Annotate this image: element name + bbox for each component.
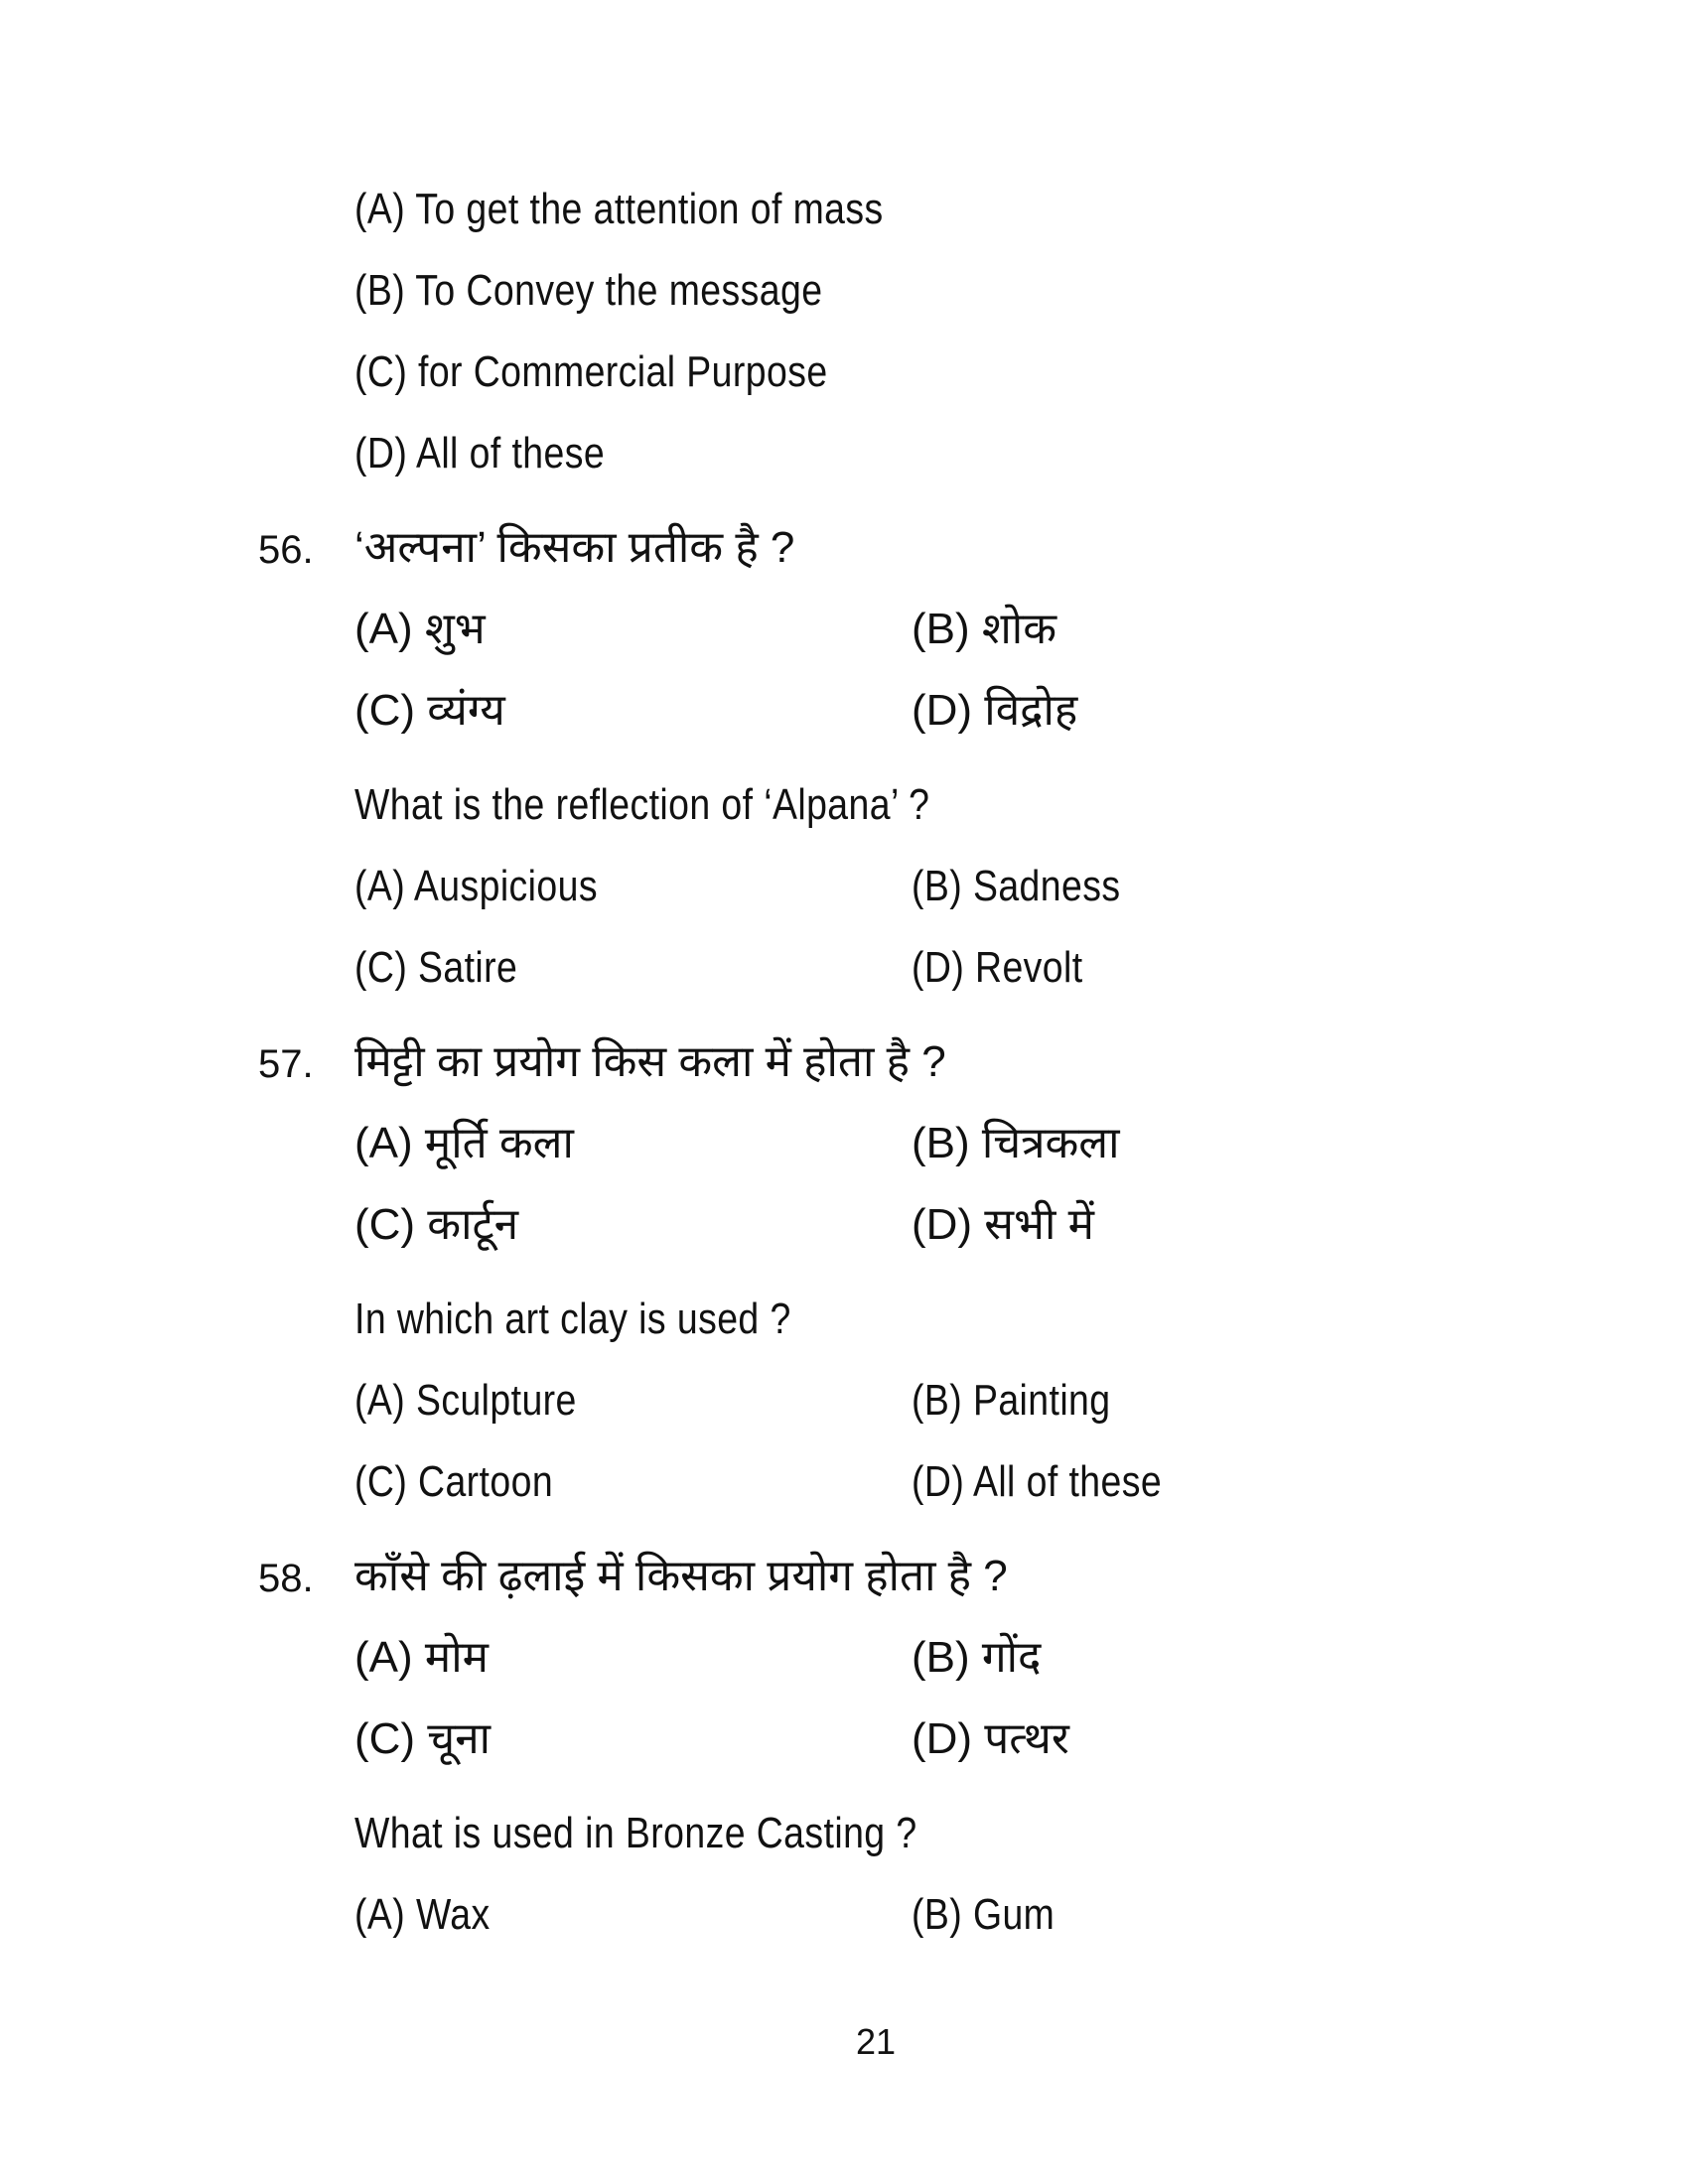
prev-question-option-b: (B) To Convey the message bbox=[354, 266, 823, 315]
prev-question-option-c: (C) for Commercial Purpose bbox=[354, 347, 828, 396]
question-57-text-hindi: मिट्टी का प्रयोग किस कला में होता है ? bbox=[354, 1037, 946, 1086]
question-58-option-a-english: (A) Wax bbox=[354, 1890, 491, 1939]
prev-question-option-d: (D) All of these bbox=[354, 429, 606, 478]
question-56-number: 56. bbox=[258, 528, 314, 572]
question-56-option-d-english: (D) Revolt bbox=[912, 943, 1083, 992]
question-58-option-a-hindi: (A) मोम bbox=[354, 1633, 489, 1682]
question-56-option-b-hindi: (B) शोक bbox=[912, 605, 1056, 653]
question-58-text-hindi: काँसे की ढ़लाई में किसका प्रयोग होता है ? bbox=[354, 1552, 1008, 1600]
question-58-text-english: What is used in Bronze Casting ? bbox=[354, 1809, 917, 1857]
question-57-option-a-hindi: (A) मूर्ति कला bbox=[354, 1119, 574, 1167]
question-57-option-b-hindi: (B) चित्रकला bbox=[912, 1119, 1120, 1167]
question-56-option-a-hindi: (A) शुभ bbox=[354, 605, 486, 653]
question-56-option-a-english: (A) Auspicious bbox=[354, 862, 598, 910]
question-57-option-c-hindi: (C) कार्टून bbox=[354, 1200, 519, 1249]
question-58-option-b-hindi: (B) गोंद bbox=[912, 1633, 1042, 1682]
question-56-text-english: What is the reflection of ‘Alpana’ ? bbox=[354, 780, 930, 829]
question-58-option-d-hindi: (D) पत्थर bbox=[912, 1714, 1069, 1763]
question-56-text-hindi: ‘अल्पना’ किसका प्रतीक है ? bbox=[354, 523, 795, 572]
question-57-number: 57. bbox=[258, 1042, 314, 1086]
question-58-option-c-hindi: (C) चूना bbox=[354, 1714, 492, 1763]
question-56-option-c-english: (C) Satire bbox=[354, 943, 518, 992]
question-58-number: 58. bbox=[258, 1557, 314, 1600]
page-number: 21 bbox=[855, 2021, 897, 2062]
question-58-option-b-english: (B) Gum bbox=[912, 1890, 1055, 1939]
question-57-option-a-english: (A) Sculpture bbox=[354, 1376, 577, 1425]
question-56-option-b-english: (B) Sadness bbox=[912, 862, 1121, 910]
question-57-option-d-hindi: (D) सभी में bbox=[912, 1200, 1094, 1249]
prev-question-option-a: (A) To get the attention of mass bbox=[354, 185, 884, 233]
question-56-option-d-hindi: (D) विद्रोह bbox=[912, 686, 1078, 735]
question-57-option-b-english: (B) Painting bbox=[912, 1376, 1111, 1425]
question-57-option-c-english: (C) Cartoon bbox=[354, 1457, 554, 1506]
question-57-option-d-english: (D) All of these bbox=[912, 1457, 1163, 1506]
question-56-option-c-hindi: (C) व्यंग्य bbox=[354, 686, 505, 735]
question-57-text-english: In which art clay is used ? bbox=[354, 1295, 791, 1343]
